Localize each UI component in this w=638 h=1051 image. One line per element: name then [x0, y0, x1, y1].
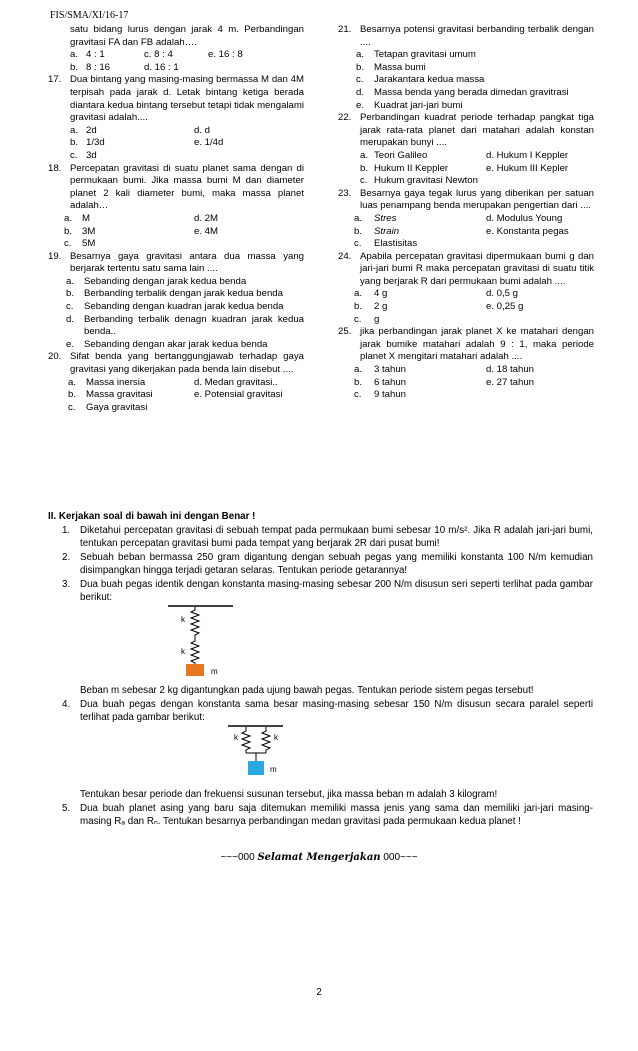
spring-label-k-left: k: [234, 733, 238, 742]
q25-options-row-2: b. 6 tahun e. 27 tahun: [354, 376, 535, 388]
series-spring-diagram: [48, 604, 593, 676]
essay-question-5: 5. Dua buah planet asing yang baru saja ditemukan memiliki massa jenis yang sama dan memiliki jari-jari masing-masing Rₐ dan Rₙ. Tentukan besarnya perbandingan medan gravitasi pada permukaan kedua planet !: [62, 803, 593, 827]
mass-block-series: [186, 664, 204, 676]
q19-option-c: c. Sebanding dengan kuadran jarak kedua benda: [66, 301, 284, 313]
q23-options-row-3: c. Elastisitas: [354, 238, 418, 250]
spring-label-k-upper: k: [181, 615, 185, 624]
spring-label-k-right: k: [274, 733, 278, 742]
q20-options-row-2: b. Massa gravitasi e. Potensial gravitasi: [68, 389, 283, 401]
q17-options-row-3: c. 3d: [70, 149, 97, 161]
q18-options-row-3: c. 5M: [64, 238, 96, 250]
mass-block-parallel: [248, 761, 264, 775]
q21-option-e: e. Kuadrat jari-jari bumi: [356, 99, 463, 111]
parallel-spring-figure: [48, 724, 593, 782]
q20-options-row-1: a. Massa inersia d. Medan gravitasi..: [68, 376, 278, 388]
q17-options-row-2: b. 1/3d e. 1/4d: [70, 137, 224, 149]
question-22: 22. Perbandingan kuadrat periode terhadap pangkat tiga jarak rata-rata planet dari matahari adalah konstan merupakan bunyi ....: [338, 112, 594, 149]
question-19: 19. Besarnya gaya gravitasi antara dua massa yang berjarak tertentu satu sama lain ....: [48, 250, 304, 275]
essay-question-2: 2. Sebuah beban bermassa 250 gram digantung dengan sebuah pegas yang memiliki konstanta 100 N/m kemudian disimpangkan hingga terjadi getaran selaras. Tentukan periode getarannya!: [62, 552, 593, 576]
essay-question-3-continuation: Beban m sebesar 2 kg digantungkan pada ujung bawah pegas. Tentukan periode sistem pegas tersebut!: [80, 685, 534, 696]
question-16-continuation: satu bidang lurus dengan jarak 4 m. Perbandingan gravitasi FA dan FB adalah….: [70, 24, 304, 48]
q22-options-row-1: a. Teori Galileo d. Hukum I Keppler: [360, 149, 569, 161]
q25-options-row-3: c. 9 tahun: [354, 389, 407, 401]
q18-options-row-2: b. 3M e. 4M: [64, 225, 218, 237]
left-spring: [242, 727, 250, 753]
question-25: 25. jika perbandingan jarak planet X ke matahari dengan jarak bumike matahari adalah 9 : 1, maka periode planet X mengitari matahari adalah ....: [338, 326, 594, 363]
q24-options-row-2: b. 2 g e. 0,25 g: [354, 301, 524, 313]
document-code: FIS/SMA/XI/16-17: [50, 10, 129, 21]
essay-title: II. Kerjakan soal di bawah ini dengan Benar !: [48, 511, 256, 522]
q20-options-row-3: c. Gaya gravitasi: [68, 401, 148, 413]
closing-message: Selamat Mengerjakan: [257, 852, 381, 863]
q21-option-c: c. Jarakantara kedua massa: [356, 74, 485, 86]
question-18: 18. Percepatan gravitasi di suatu planet sama dengan di permukaan bumi. Jika massa bumi M dan diameter planet 2 kali diameter bumi, maka massa planet adalah…: [48, 162, 304, 212]
left-column: [48, 24, 304, 414]
q16-options-row-2: b. 8 : 16 d. 16 : 1: [70, 61, 179, 73]
question-20: 20. Sifat benda yang bertanggungjawab terhadap gaya gravitasi yang dikerjakan pada benda lain disebut ....: [48, 351, 304, 376]
q19-option-e: e. Sebanding dengan akar jarak kedua benda: [66, 338, 268, 350]
essay-question-4-continuation: Tentukan besar periode dan frekuensi susunan tersebut, jika massa beban m adalah 3 kilogram!: [80, 789, 498, 800]
lower-spring: [191, 638, 199, 664]
question-17: 17. Dua bintang yang masing-masing bermassa M dan 4M terpisah pada jarak d. Letak bintang ketiga berada diantara kedua bintang tersebut tetapi tidak mengalami gravitasi adalah....: [48, 74, 304, 124]
closing-suffix: 000~~~: [380, 852, 418, 863]
right-spring: [262, 727, 270, 753]
upper-spring: [191, 607, 199, 638]
q18-options-row-1: a. M d. 2M: [64, 212, 218, 224]
q19-option-b: b. Berbanding terbalik dengan jarak kedua benda: [66, 288, 283, 300]
q16-options-row-1: a. 4 : 1 c. 8 : 4 e. 16 : 8: [70, 49, 243, 61]
q23-options-row-1: a. Stres d. Modulus Young: [354, 212, 563, 224]
q21-option-a: a. Tetapan gravitasi umum: [356, 49, 476, 61]
question-23: 23. Besarnya gaya tegak lurus yang diberikan per satuan luas penampang benda merupakan pengertian dari ....: [338, 187, 594, 212]
q24-options-row-1: a. 4 g d. 0,5 g: [354, 288, 519, 300]
q19-option-a: a. Sebanding dengan jarak kedua benda: [66, 275, 247, 287]
essay-question-1: 1. Diketahui percepatan gravitasi di sebuah tempat pada permukaan bumi sebesar 10 m/s². Jika R adalah jari-jari bumi, tentukan percepatan gravitasi bumi pada tempat yang berjarak 2R dari pusat bumi!: [62, 525, 593, 549]
spring-label-k-lower: k: [181, 647, 185, 656]
q17-options-row-1: a. 2d d. d: [70, 124, 211, 136]
q24-options-row-3: c. g: [354, 313, 380, 325]
parallel-spring-diagram: [48, 724, 593, 782]
q21-option-b: b. Massa bumi: [356, 61, 426, 73]
q25-options-row-1: a. 3 tahun d. 18 tahun: [354, 364, 535, 376]
closing-prefix: ~~~000: [220, 852, 258, 863]
q23-options-row-2: b. Strain e. Konstanta pegas: [354, 225, 569, 237]
q21-option-d: d. Massa benda yang berada dimedan gravitrasi: [356, 86, 569, 98]
right-column: [338, 24, 594, 402]
essay-question-4: 4. Dua buah pegas dengan konstanta sama besar masing-masing sebesar 150 N/m disusun secara paralel seperti terlihat pada gambar berikut:: [62, 699, 593, 723]
closing-line: [0, 852, 638, 863]
essay-question-3: 3. Dua buah pegas identik dengan konstanta masing-masing sebesar 200 N/m disusun seri seperti terlihat pada gambar berikut:: [62, 579, 593, 603]
series-spring-figure: [48, 604, 593, 676]
mass-label-m-series: m: [211, 667, 218, 676]
mass-label-m-parallel: m: [270, 765, 277, 774]
q22-options-row-3: c. Hukum gravitasi Newton: [360, 175, 478, 187]
question-21: 21. Besarnya potensi gravitasi berbanding terbalik dengan ....: [338, 24, 594, 48]
page-number: 2: [316, 987, 322, 998]
q22-options-row-2: b. Hukum II Keppler e. Hukum III Kepler: [360, 162, 569, 174]
question-24: 24. Apabila percepatan gravitasi dipermukaan bumi g dan jari-jari bumi R maka percepatan gravitasi di suatu titik yang berjarak R dari permukaan bumi adalah ....: [338, 250, 594, 287]
essay-section: [48, 510, 593, 828]
q19-option-d: d. Berbanding terbalik denagn kuadran jarak kedua benda..: [66, 313, 304, 338]
